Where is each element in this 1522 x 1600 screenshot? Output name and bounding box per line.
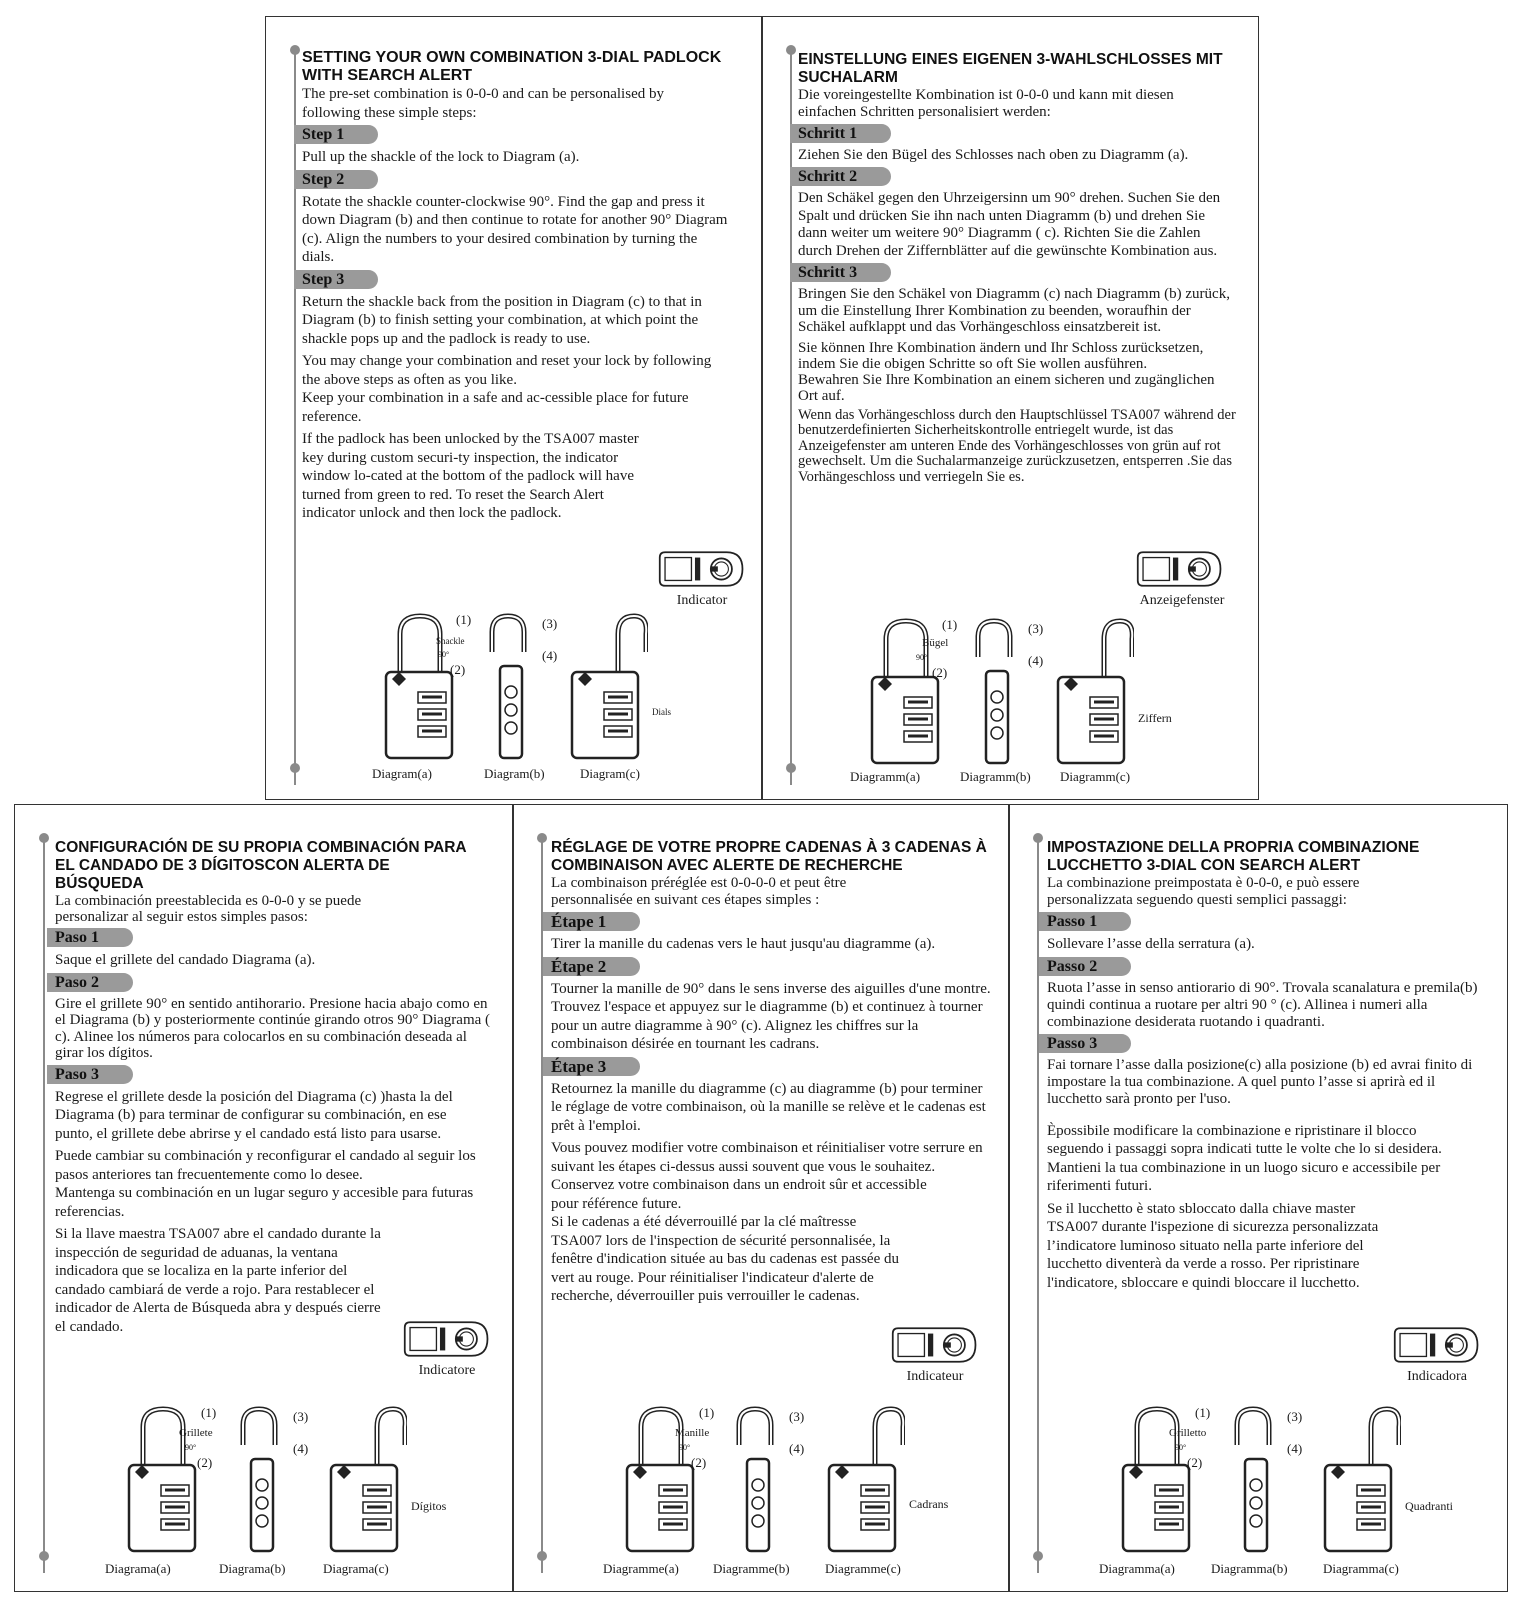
- step-3-badge: Schritt 3: [790, 263, 891, 282]
- diagram-c-label: Diagram(c): [580, 766, 640, 781]
- diagram-a-label: Diagramma(a): [1099, 1561, 1175, 1576]
- angle-label: 90°: [1175, 1443, 1187, 1452]
- step-2-text: Ruota l’asse in senso antiorario di 90°. Trovala scanalatura e premila(b) quindi continua a ruotare per altri 90 ° (c). Allinea i numeri alla combinazione desiderata ruotando i quadranti.: [1047, 979, 1478, 1030]
- indicator-figure: [1389, 1323, 1485, 1385]
- marker-2: (2): [197, 1455, 213, 1470]
- padlock-diagram-c: [1054, 617, 1134, 767]
- diagrams: [848, 617, 1238, 797]
- keep-text: Conservez votre combinaison dans un endroit sûr et accessible pour référence future.: [551, 1177, 927, 1212]
- page-title: EINSTELLUNG EINES EIGENEN 3-WAHLSCHLOSSES MIT SUCHALARM: [798, 51, 1223, 86]
- diagram-b-label: Diagramm(b): [960, 769, 1031, 784]
- diagram-c-label: Diagrama(c): [323, 1561, 389, 1576]
- step-3-text: Retournez la manille du diagramme (c) au diagramme (b) pour terminer le réglage de votre combinaison, où la manille se relève et le cadenas est prêt à l'emploi.: [551, 1080, 986, 1134]
- diagrams: [603, 1405, 1003, 1585]
- padlock-diagram-c: [568, 612, 648, 762]
- intro-text: La combinazione preimpostata è 0-0-0, e può essere personalizzata seguendo questi semplici passaggi:: [1047, 875, 1360, 908]
- german-content: [798, 51, 1244, 485]
- padlock-diagram-a: [382, 612, 462, 762]
- step-1-text: Saque el grillete del candado Diagrama (a).: [55, 952, 316, 968]
- diagram-a-label: Diagrama(a): [105, 1561, 171, 1576]
- step-1-badge: Paso 1: [47, 928, 133, 947]
- italian-content: [1047, 839, 1493, 1292]
- change-text: Vous pouvez modifier votre combinaison et réinitialiser votre serrure en suivant les étapes ci-dessus aussi souvent que vous le souhaitez.: [551, 1140, 983, 1175]
- dials-label: Ziffern: [1138, 711, 1172, 725]
- indicator-figure: [399, 1317, 495, 1379]
- french-content: [551, 839, 995, 1306]
- keep-text: Keep your combination in a safe and ac-cessible place for future reference.: [302, 390, 689, 425]
- rail-dot-bottom: [1033, 1551, 1043, 1561]
- shackle-label: Shackle: [436, 636, 465, 646]
- step-3-badge: Étape 3: [543, 1057, 640, 1076]
- marker-2: (2): [932, 665, 948, 680]
- indicator-window-icon: [1132, 547, 1228, 591]
- step-3-badge: Paso 3: [47, 1065, 133, 1084]
- marker-4: (4): [293, 1441, 309, 1456]
- step-2-badge: Schritt 2: [790, 167, 891, 186]
- diagram-c-label: Diagramme(c): [825, 1561, 901, 1576]
- intro-text: La combinación preestablecida es 0-0-0 y se puede personalizar al seguir estos simples pasos:: [55, 893, 362, 925]
- indicator-figure: [887, 1323, 983, 1385]
- marker-4: (4): [1287, 1441, 1303, 1456]
- shackle-label: Grilletto: [1169, 1427, 1207, 1439]
- angle-label: 90°: [916, 653, 928, 662]
- alert-text: Si la llave maestra TSA007 abre el candado durante la inspección de seguridad de aduanas, la ventana indicadora que se localiza en la parte inferior del candado cambiará de verde a rojo. Para restablecer el indicador de Alerta de Búsqueda abra y después cierre el candado.: [55, 1226, 381, 1335]
- padlock-diagram-b: [733, 1405, 783, 1555]
- marker-1: (1): [942, 617, 958, 632]
- rail-dot-top: [1033, 833, 1043, 843]
- diagram-c-label: Diagramma(c): [1323, 1561, 1399, 1576]
- step-3-badge: Step 3: [294, 270, 378, 289]
- marker-2: (2): [450, 662, 466, 677]
- marker-1: (1): [699, 1405, 715, 1420]
- panel-english: [265, 16, 763, 800]
- padlock-diagram-c: [327, 1405, 407, 1555]
- diagram-b-label: Diagramma(b): [1211, 1561, 1288, 1576]
- indicator-label: Anzeigefenster: [1139, 593, 1225, 608]
- step-2-badge: Passo 2: [1039, 957, 1131, 976]
- panel-italian: [1008, 804, 1508, 1592]
- indicator-window-icon: [887, 1323, 983, 1367]
- step-2-text: Tourner la manille de 90° dans le sens inverse des aiguilles d'une montre. Trouvez l'espace et appuyez sur le diagramme (b) et continuez à tourner pour un autre diagramme à 90° (c). Alignez les chiffres sur la combinaison désirée en tournant les cadrans.: [551, 980, 991, 1052]
- marker-1: (1): [456, 612, 472, 627]
- keep-text: Mantenga su combinación en un lugar seguro y accesible para futuras referencias.: [55, 1185, 474, 1220]
- angle-label: 90°: [438, 650, 450, 659]
- step-3-text: Bringen Sie den Schäkel von Diagramm (c) nach Diagramm (b) zurück, um die Einstellung Ihrer Kombination zu beenden, woraufhin der Schäkel aufklappt und das Vorhängeschloss einsatzbereit ist.: [798, 286, 1230, 335]
- change-text: You may change your combination and reset your lock by following the above steps as often as you like.: [302, 353, 712, 388]
- page-title: CONFIGURACIÓN DE SU PROPIA COMBINACIÓN PARA EL CANDADO DE 3 DÍGITOSCON ALERTA DE BÚSQUEDA: [55, 839, 467, 892]
- panel-german: [761, 16, 1259, 800]
- rail-dot-top: [786, 45, 796, 55]
- change-text: Puede cambiar su combinación y reconfigurar el candado al seguir los pasos anteriores tan frecuentemente como lo desee.: [55, 1148, 476, 1183]
- marker-3: (3): [789, 1409, 805, 1424]
- dials-label: Dials: [652, 707, 671, 717]
- rail-dot-bottom: [39, 1551, 49, 1561]
- diagram-c-label: Diagramm(c): [1060, 769, 1131, 784]
- change-text: Sie können Ihre Kombination ändern und Ihr Schloss zurücksetzen, indem Sie die obigen Schritte so oft Sie wollen ausführen.: [798, 339, 1204, 372]
- marker-3: (3): [1287, 1409, 1303, 1424]
- indicator-figure: [654, 547, 750, 609]
- indicator-window-icon: [654, 547, 750, 591]
- indicator-window-icon: [399, 1317, 495, 1361]
- rail-line: [1037, 837, 1039, 1573]
- diagram-b-label: Diagramme(b): [713, 1561, 790, 1576]
- rail-dot-bottom: [786, 763, 796, 773]
- shackle-label: Grillete: [179, 1427, 213, 1439]
- indicator-label: Indicator: [676, 593, 728, 608]
- padlock-diagram-c: [825, 1405, 905, 1555]
- indicator-label: Indicatore: [418, 1363, 476, 1378]
- shackle-label: Bügel: [922, 637, 949, 649]
- angle-label: 90°: [679, 1443, 691, 1452]
- marker-2: (2): [1187, 1455, 1203, 1470]
- keep-text: Bewahren Sie Ihre Kombination an einem sicheren und zugänglichen Ort auf.: [798, 371, 1215, 404]
- padlock-diagram-c: [1321, 1405, 1401, 1555]
- marker-4: (4): [789, 1441, 805, 1456]
- step-1-text: Tirer la manille du cadenas vers le haut jusqu'au diagramme (a).: [551, 936, 936, 952]
- step-2-text: Den Schäkel gegen den Uhrzeigersinn um 90° drehen. Suchen Sie den Spalt und drücken Sie ihn nach unten Diagramm (b) und drehen Sie dann weiter um weitere 90° Diagramm ( c). Richten Sie die Zahlen durch Drehen der Ziffernblätter auf die gewünschte Kombination aus.: [798, 190, 1221, 259]
- step-3-text: Fai tornare l’asse dalla posizione(c) alla posizione (b) ed avrai finito di impostare la tua combinazione. A quel punto l’asse si aprirà ed il lucchetto sarà pronto per l'uso.: [1047, 1056, 1473, 1107]
- diagram-b-label: Diagram(b): [484, 766, 545, 781]
- rail-line: [541, 837, 543, 1573]
- step-1-badge: Étape 1: [543, 912, 640, 931]
- padlock-diagram-b: [1231, 1405, 1281, 1555]
- angle-label: 90°: [185, 1443, 197, 1452]
- intro-text: Die voreingestellte Kombination ist 0-0-0 und kann mit diesen einfachen Schritten personalisiert werden:: [798, 87, 1174, 120]
- step-3-text: Regrese el grillete desde la posición del Diagrama (c) )hasta la del Diagrama (b) para terminar de configurar su combinación, en ese punto, el grillete debe abrirse y el candado está listo para usarse.: [55, 1088, 453, 1142]
- panel-french: [512, 804, 1010, 1592]
- marker-1: (1): [201, 1405, 217, 1420]
- step-1-badge: Passo 1: [1039, 912, 1131, 931]
- panel-spanish: [14, 804, 514, 1592]
- marker-3: (3): [1028, 621, 1044, 636]
- marker-2: (2): [691, 1455, 707, 1470]
- rail-dot-top: [290, 45, 300, 55]
- alert-text: Wenn das Vorhängeschloss durch den Hauptschlüssel TSA007 während der benutzerdefinierten Sicherheitskontrolle entriegelt wurde, ist das Anzeigefenster am unteren Ende des Vorhängeschlosses von grün auf rot gewechselt. Um die Suchalarmanzeige zurückzusetzen, entsperren .Sie das Vorhängeschloss und verriegeln Sie es.: [798, 406, 1236, 485]
- rail-line: [294, 49, 296, 785]
- dials-label: Quadranti: [1405, 1499, 1453, 1513]
- rail-dot-top: [39, 833, 49, 843]
- spanish-content: [55, 839, 499, 1336]
- rail-line: [790, 49, 792, 785]
- step-1-badge: Schritt 1: [790, 124, 891, 143]
- rail-dot-top: [537, 833, 547, 843]
- dials-label: Cadrans: [909, 1497, 949, 1511]
- step-1-text: Ziehen Sie den Bügel des Schlosses nach oben zu Diagramm (a).: [798, 147, 1189, 163]
- indicator-figure: [1132, 547, 1228, 609]
- diagrams: [362, 612, 742, 792]
- step-1-badge: Step 1: [294, 125, 378, 144]
- rail-dot-bottom: [537, 1551, 547, 1561]
- english-content: [302, 49, 748, 523]
- diagram-b-label: Diagrama(b): [219, 1561, 286, 1576]
- padlock-diagram-b: [972, 617, 1022, 767]
- dials-label: Dígitos: [411, 1499, 447, 1513]
- step-1-text: Sollevare l’asse della serratura (a).: [1047, 936, 1255, 952]
- step-2-badge: Step 2: [294, 170, 378, 189]
- diagrams: [1099, 1405, 1499, 1585]
- diagram-a-label: Diagram(a): [372, 766, 432, 781]
- keep-text: Mantieni la tua combinazione in un luogo sicuro e accessibile per riferimenti futuri.: [1047, 1159, 1441, 1194]
- alert-text: Se il lucchetto è stato sbloccato dalla chiave master TSA007 durante l'ispezione di sicurezza personalizzata l’indicatore luminoso situato nella parte inferiore del lucchetto diventerà da verde a rosso. Per ripristinare l'indicatore, sbloccare e quindi bloccare il lucchetto.: [1047, 1200, 1379, 1291]
- diagram-a-label: Diagramm(a): [850, 769, 921, 784]
- step-2-text: Rotate the shackle counter-clockwise 90°. Find the gap and press it down Diagram (b) and then continue to rotate for another 90° Diagram (c). Align the numbers to your desired combination by turning the dials.: [302, 193, 728, 265]
- step-2-badge: Paso 2: [47, 973, 133, 992]
- step-2-text: Gire el grillete 90° en sentido antihorario. Presione hacia abajo como en el Diagrama (b) y posteriormente continúe girando otros 90° Diagrama ( c). Alinee los números para colocarlos en su combinación deseada al girar los dígitos.: [55, 995, 491, 1061]
- marker-4: (4): [1028, 653, 1044, 668]
- marker-4: (4): [542, 648, 558, 663]
- step-3-text: Return the shackle back from the position in Diagram (c) to that in Diagram (b) to finish setting your combination, at which point the shackle pops up and the padlock is ready to use.: [302, 293, 702, 347]
- marker-3: (3): [542, 616, 558, 631]
- step-2-badge: Étape 2: [543, 957, 640, 976]
- step-3-badge: Passo 3: [1039, 1034, 1131, 1053]
- page-title: RÉGLAGE DE VOTRE PROPRE CADENAS À 3 CADENAS À COMBINAISON AVEC ALERTE DE RECHERCHE: [551, 839, 987, 874]
- indicator-label: Indicadora: [1407, 1369, 1467, 1384]
- indicator-label: Indicateur: [906, 1369, 964, 1384]
- padlock-diagram-b: [237, 1405, 287, 1555]
- alert-text: Si le cadenas a été déverrouillé par la clé maîtresse TSA007 lors de l'inspection de sécurité personnalisée, la fenêtre d'indication située au bas du cadenas est passée du vert au rouge. Pour réinitialiser l'indicateur d'alerte de recherche, déverrouiller puis verrouiller le cadenas.: [551, 1214, 899, 1304]
- rail-dot-bottom: [290, 763, 300, 773]
- page-title: SETTING YOUR OWN COMBINATION 3-DIAL PADLOCK WITH SEARCH ALERT: [302, 49, 722, 84]
- step-1-text: Pull up the shackle of the lock to Diagram (a).: [302, 149, 580, 165]
- padlock-diagram-b: [486, 612, 536, 762]
- page-title: IMPOSTAZIONE DELLA PROPRIA COMBINAZIONE LUCCHETTO 3-DIAL CON SEARCH ALERT: [1047, 839, 1420, 874]
- marker-3: (3): [293, 1409, 309, 1424]
- intro-text: The pre-set combination is 0-0-0 and can be personalised by following these simple steps:: [302, 86, 664, 121]
- change-text: Èpossibile modificare la combinazione e ripristinare il blocco seguendo i passaggi sopra indicati tutte le volte che lo si desidera.: [1047, 1122, 1442, 1157]
- indicator-window-icon: [1389, 1323, 1485, 1367]
- shackle-label: Manille: [675, 1427, 710, 1439]
- diagram-a-label: Diagramme(a): [603, 1561, 679, 1576]
- diagrams: [105, 1405, 505, 1585]
- marker-1: (1): [1195, 1405, 1211, 1420]
- rail-line: [43, 837, 45, 1573]
- intro-text: La combinaison préréglée est 0-0-0-0 et peut être personnalisée en suivant ces étapes simples :: [551, 875, 847, 908]
- alert-text: If the padlock has been unlocked by the TSA007 master key during custom securi-ty inspection, the indicator window lo-cated at the bottom of the padlock will have turned from green to red. To reset the Search Alert indicator unlock and then lock the padlock.: [302, 431, 639, 521]
